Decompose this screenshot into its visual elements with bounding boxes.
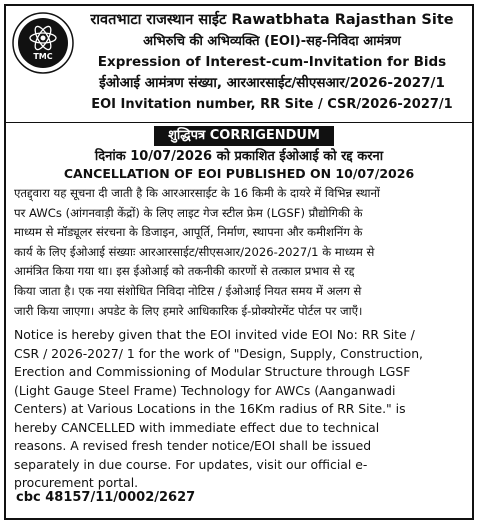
hindi-line: कार्य के लिए ईओआई संख्याः आरआरसाईट/सीएसआर/2026-2027/1 के माध्यम से [14,244,375,259]
english-line: CSR / 2026-2027/ 1 for the work of "Design, Supply, Construction, [14,345,423,361]
hindi-line: एतद्द्वारा यह सूचना दी जाती है कि आरआरसाईट के 16 किमी के दायरे में विभिन्न स्थानों [14,186,380,200]
logo-text: TMC [33,52,53,61]
site-name-heading: रावतभाटा राजस्थान साईट Rawatbhata Rajasthan Site [90,12,454,28]
english-line: procurement portal. [14,475,139,490]
eoi-title-english: Expression of Interest-cum-Invitation for Bids [97,54,447,70]
cancellation-heading-english: CANCELLATION OF EOI PUBLISHED ON 10/07/2026 [63,166,415,181]
hindi-line: किया जाता है। एक नया संशोधित निविदा नोटिस / ईओआई नियत समय में अलग से [14,283,362,298]
english-line: Notice is hereby given that the EOI invited vide EOI No: RR Site / [14,327,415,342]
organization-logo [12,12,74,74]
english-line: Erection and Commissioning of Modular Structure through LGSF [14,364,411,379]
eoi-number-english: EOI Invitation number, RR Site / CSR/2026-2027/1 [91,97,453,112]
english-line: reasons. A revised fresh tender notice/EOI shall be issued [14,438,372,453]
header-divider [6,122,472,123]
english-line: (Light Gauge Steel Frame) Technology for AWCs (Aanganwadi [14,382,396,398]
reference-code: cbc 48157/11/0002/2627 [16,490,196,505]
eoi-number-hindi: ईओआई आमंत्रण संख्या, आरआरसाईट/सीएसआर/2026-2027/1 [99,75,445,91]
corrigendum-banner: शुद्धिपत्र CORRIGENDUM [154,126,334,146]
english-line: Centers) at Various Locations in the 16Km radius of RR Site." is [14,401,406,416]
cancellation-heading-hindi: दिनांक 10/07/2026 को प्रकाशित ईओआई को रद्द करना [94,149,384,164]
hindi-line: माध्यम से मॉड्यूलर संरचना के डिजाइन, आपूर्ति, निर्माण, स्थापना और कमीशनिंग के [14,225,363,240]
english-line: hereby CANCELLED with immediate effect due to technical [14,419,380,435]
cancellation-heading [6,148,472,182]
notice-body-english [14,326,466,493]
hindi-line: जारी किया जाएगा। अपडेट के लिए हमारे आधिकारिक ई-प्रोक्योरमेंट पोर्टल पर जाएँ। [14,303,363,318]
notice-body-hindi [14,184,466,321]
notice-frame [4,4,474,520]
hindi-line: पर AWCs (आंगनवाड़ी केंद्रों) के लिए लाइट गेज स्टील फ्रेम (LGSF) प्रौद्योगिकी के [14,205,363,220]
hindi-line: आमंत्रित किया गया था। इस ईओआई को तकनीकी कारणों से तत्काल प्रभाव से रद्द [14,264,355,279]
english-line: separately in due course. For updates, visit our official e- [14,456,368,472]
notice-header [76,10,468,115]
eoi-title-hindi: अभिरुचि की अभिव्यक्ति (EOI)-सह-निविदा आमंत्रण [143,34,401,49]
